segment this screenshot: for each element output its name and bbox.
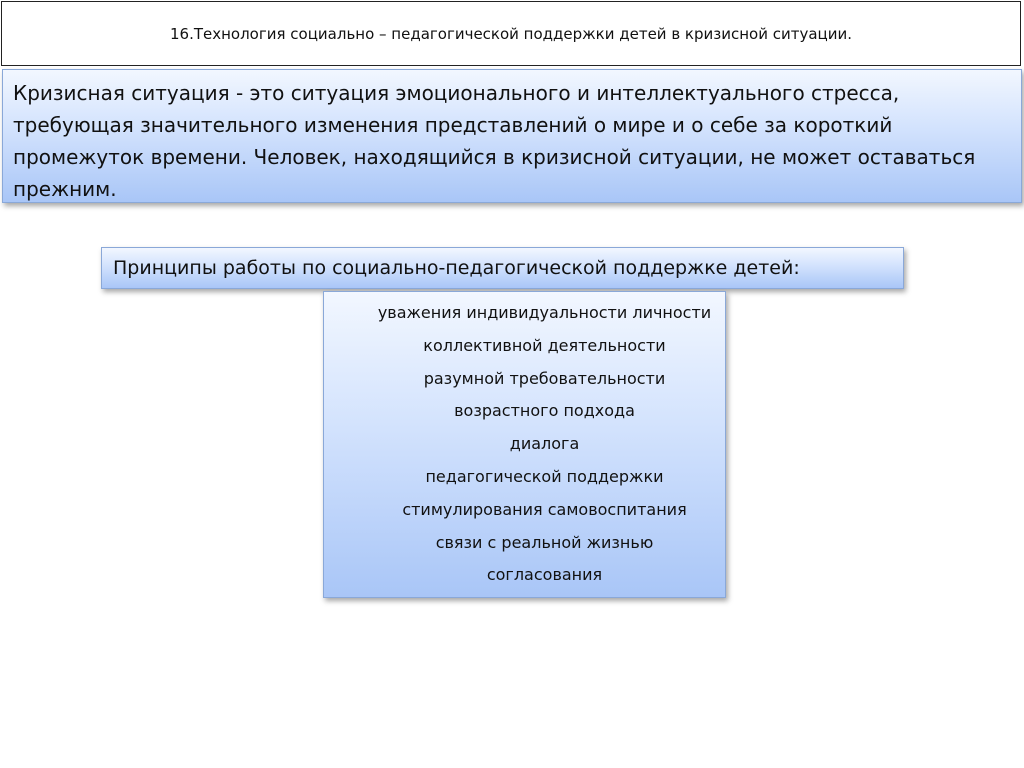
principles-list <box>323 291 726 598</box>
principle-item: согласования <box>486 565 603 585</box>
principle-item: коллективной деятельности <box>423 335 666 355</box>
principle-item: педагогической поддержки <box>425 466 664 486</box>
definition-box <box>2 69 1022 203</box>
principle-item: диалога <box>509 434 580 454</box>
principle-item: связи с реальной жизнью <box>435 532 654 552</box>
principle-item: уважения индивидуальности личности <box>377 303 712 322</box>
definition-text: Кризисная ситуация - это ситуация эмоционального и интеллектуального стресса, требующая значительного изменения представлений о мире и о себе за короткий промежуток времени. Человек, находящийся в кризисной ситуации, не может оставаться прежним. <box>13 81 976 201</box>
slide-title: 16.Технология социально – педагогической поддержки детей в кризисной ситуации. <box>169 24 853 43</box>
principle-item: стимулирования самовоспитания <box>402 499 687 519</box>
slide-title-box <box>1 1 1021 66</box>
principles-heading: Принципы работы по социально-педагогической поддержке детей: <box>113 257 800 279</box>
principles-heading-box <box>101 247 904 289</box>
principle-item: разумной требовательности <box>423 368 666 388</box>
principle-item: возрастного подхода <box>454 401 635 421</box>
